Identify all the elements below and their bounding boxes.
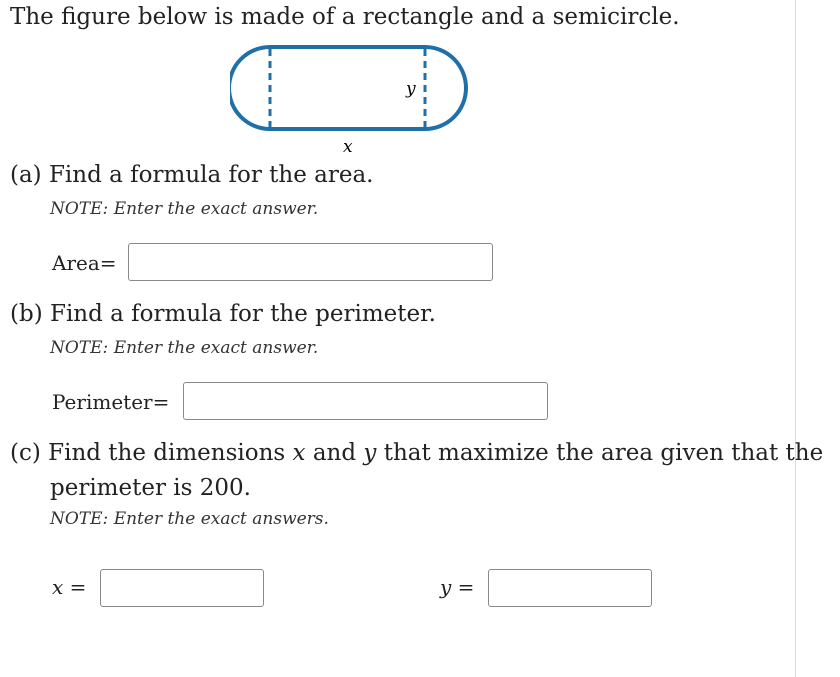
y-answer-equals: = bbox=[457, 575, 475, 599]
x-answer-label bbox=[52, 575, 86, 599]
part-c-note: NOTE: Enter the exact answers. bbox=[50, 509, 329, 529]
intro-text: The figure below is made of a rectangle and a semicircle. bbox=[10, 4, 680, 30]
page-right-border bbox=[795, 0, 796, 677]
part-c-prefix: (c) Find the dimensions bbox=[10, 440, 286, 466]
area-label: Area= bbox=[52, 251, 117, 275]
part-c-suffix: that maximize the area given that the bbox=[383, 440, 824, 466]
part-a-question: (a) Find a formula for the area. bbox=[10, 162, 374, 188]
part-b-note: NOTE: Enter the exact answer. bbox=[50, 338, 319, 358]
x-answer-var: x bbox=[52, 575, 64, 599]
part-c-question-line2: perimeter is 200. bbox=[50, 475, 251, 501]
figure-x-label: x bbox=[343, 137, 353, 154]
figure-y-label: y bbox=[406, 79, 416, 99]
y-answer-label bbox=[440, 575, 474, 599]
perimeter-label: Perimeter= bbox=[52, 390, 170, 414]
part-c-question-line1 bbox=[10, 440, 823, 466]
shape-outline bbox=[230, 47, 466, 129]
y-answer-var: y bbox=[440, 575, 452, 599]
area-input[interactable] bbox=[128, 243, 493, 281]
perimeter-input[interactable] bbox=[183, 382, 548, 420]
part-b-question: (b) Find a formula for the perimeter. bbox=[10, 301, 436, 327]
part-a-note: NOTE: Enter the exact answer. bbox=[50, 199, 319, 219]
shape-figure bbox=[230, 44, 470, 154]
part-c-and: and bbox=[312, 440, 357, 466]
x-answer-input[interactable] bbox=[100, 569, 264, 607]
x-answer-equals: = bbox=[69, 575, 87, 599]
part-c-var-x: x bbox=[292, 440, 306, 466]
part-c-var-y: y bbox=[363, 440, 377, 466]
y-answer-input[interactable] bbox=[488, 569, 652, 607]
